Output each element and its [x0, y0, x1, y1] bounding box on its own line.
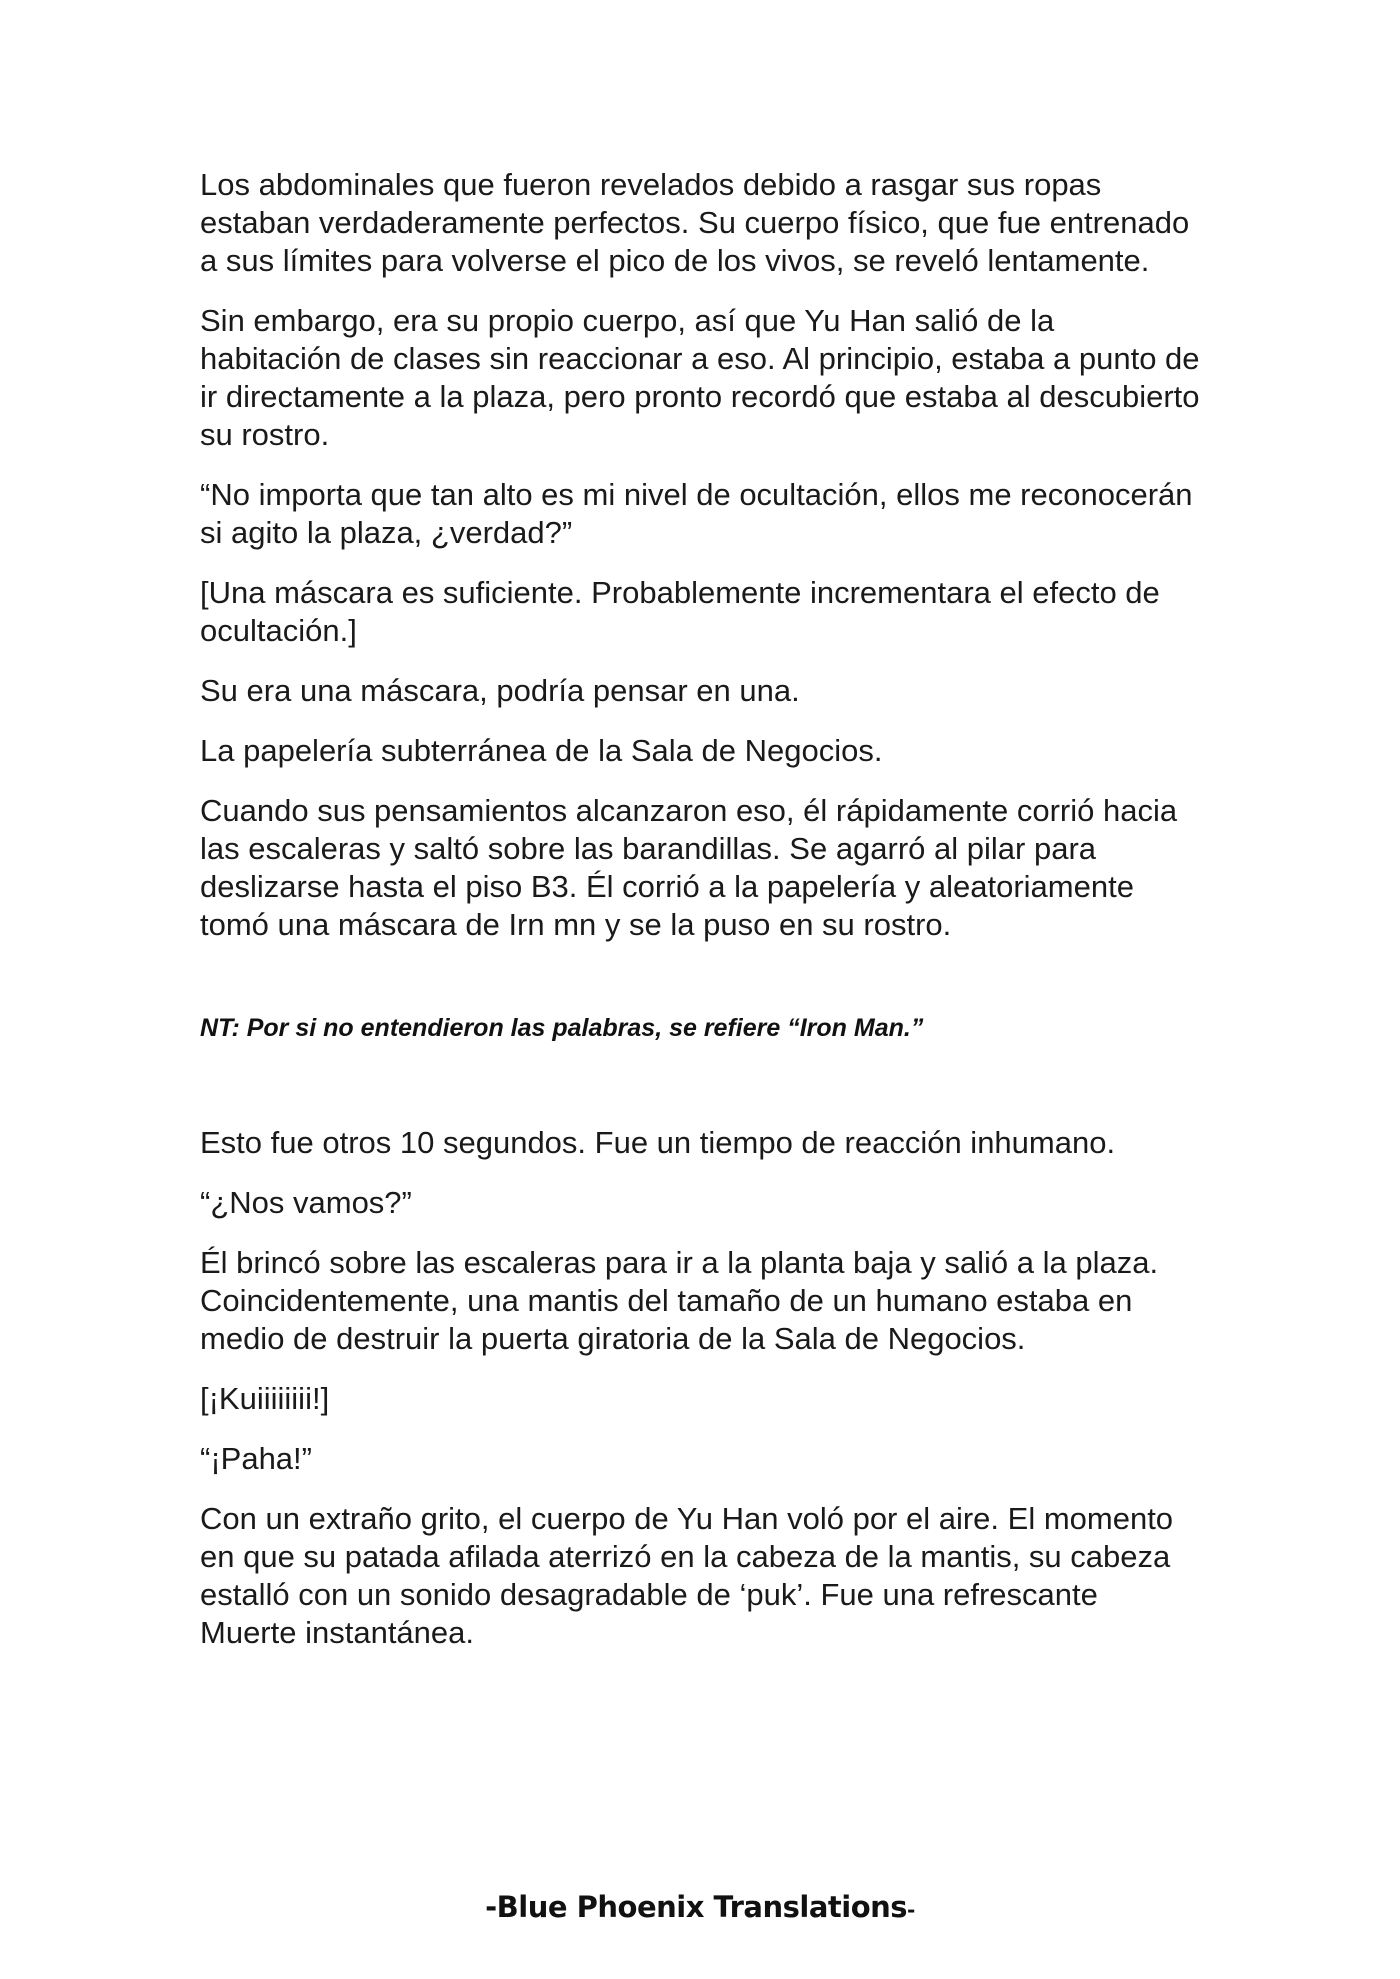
translator-note: NT: Por si no entendieron las palabras, se refiere “Iron Man.”	[200, 1014, 924, 1042]
paragraph: Su era una máscara, podría pensar en una.	[200, 673, 800, 708]
footer-credit-trail: -	[907, 1898, 915, 1922]
footer-credit	[0, 1890, 1400, 1924]
footer-credit-text: -Blue Phoenix Translations	[485, 1890, 908, 1924]
paragraph: “¿Nos vamos?”	[200, 1185, 412, 1220]
paragraph: Cuando sus pensamientos alcanzaron eso, él rápidamente corrió hacia las escaleras y saltó sobre las barandillas. Se agarró al pilar para deslizarse hasta el piso B3. Él corrió a la papelería y aleatoriamente tomó una máscara de Irn mn y se la puso en su rostro.	[200, 793, 1178, 942]
paragraph: La papelería subterránea de la Sala de Negocios.	[200, 733, 883, 768]
paragraph: [¡Kuiiiiiiii!]	[200, 1381, 330, 1416]
paragraph: Esto fue otros 10 segundos. Fue un tiempo de reacción inhumano.	[200, 1125, 1116, 1160]
paragraph: [Una máscara es suficiente. Probablemente incrementara el efecto de ocultación.]	[200, 575, 1160, 648]
paragraph: Los abdominales que fueron revelados debido a rasgar sus ropas estaban verdaderamente perfectos. Su cuerpo físico, que fue entrenado a sus límites para volverse el pico de los vivos, se reveló lentamente.	[200, 167, 1190, 278]
document-body	[200, 166, 1200, 1674]
paragraph: “¡Paha!”	[200, 1441, 312, 1476]
paragraph: Sin embargo, era su propio cuerpo, así que Yu Han salió de la habitación de clases sin reaccionar a eso. Al principio, estaba a punto de ir directamente a la plaza, pero pronto recordó que estaba al descubierto su rostro.	[200, 303, 1200, 452]
paragraph: Con un extraño grito, el cuerpo de Yu Han voló por el aire. El momento en que su patada afilada aterrizó en la cabeza de la mantis, su cabeza estalló con un sonido desagradable de ‘puk’. Fue una refrescante Muerte instantánea.	[200, 1501, 1174, 1650]
paragraph: “No importa que tan alto es mi nivel de ocultación, ellos me reconocerán si agito la plaza, ¿verdad?”	[200, 477, 1193, 550]
paragraph: Él brincó sobre las escaleras para ir a la planta baja y salió a la plaza. Coincidentemente, una mantis del tamaño de un humano estaba en medio de destruir la puerta giratoria de la Sala de Negocios.	[200, 1245, 1159, 1356]
